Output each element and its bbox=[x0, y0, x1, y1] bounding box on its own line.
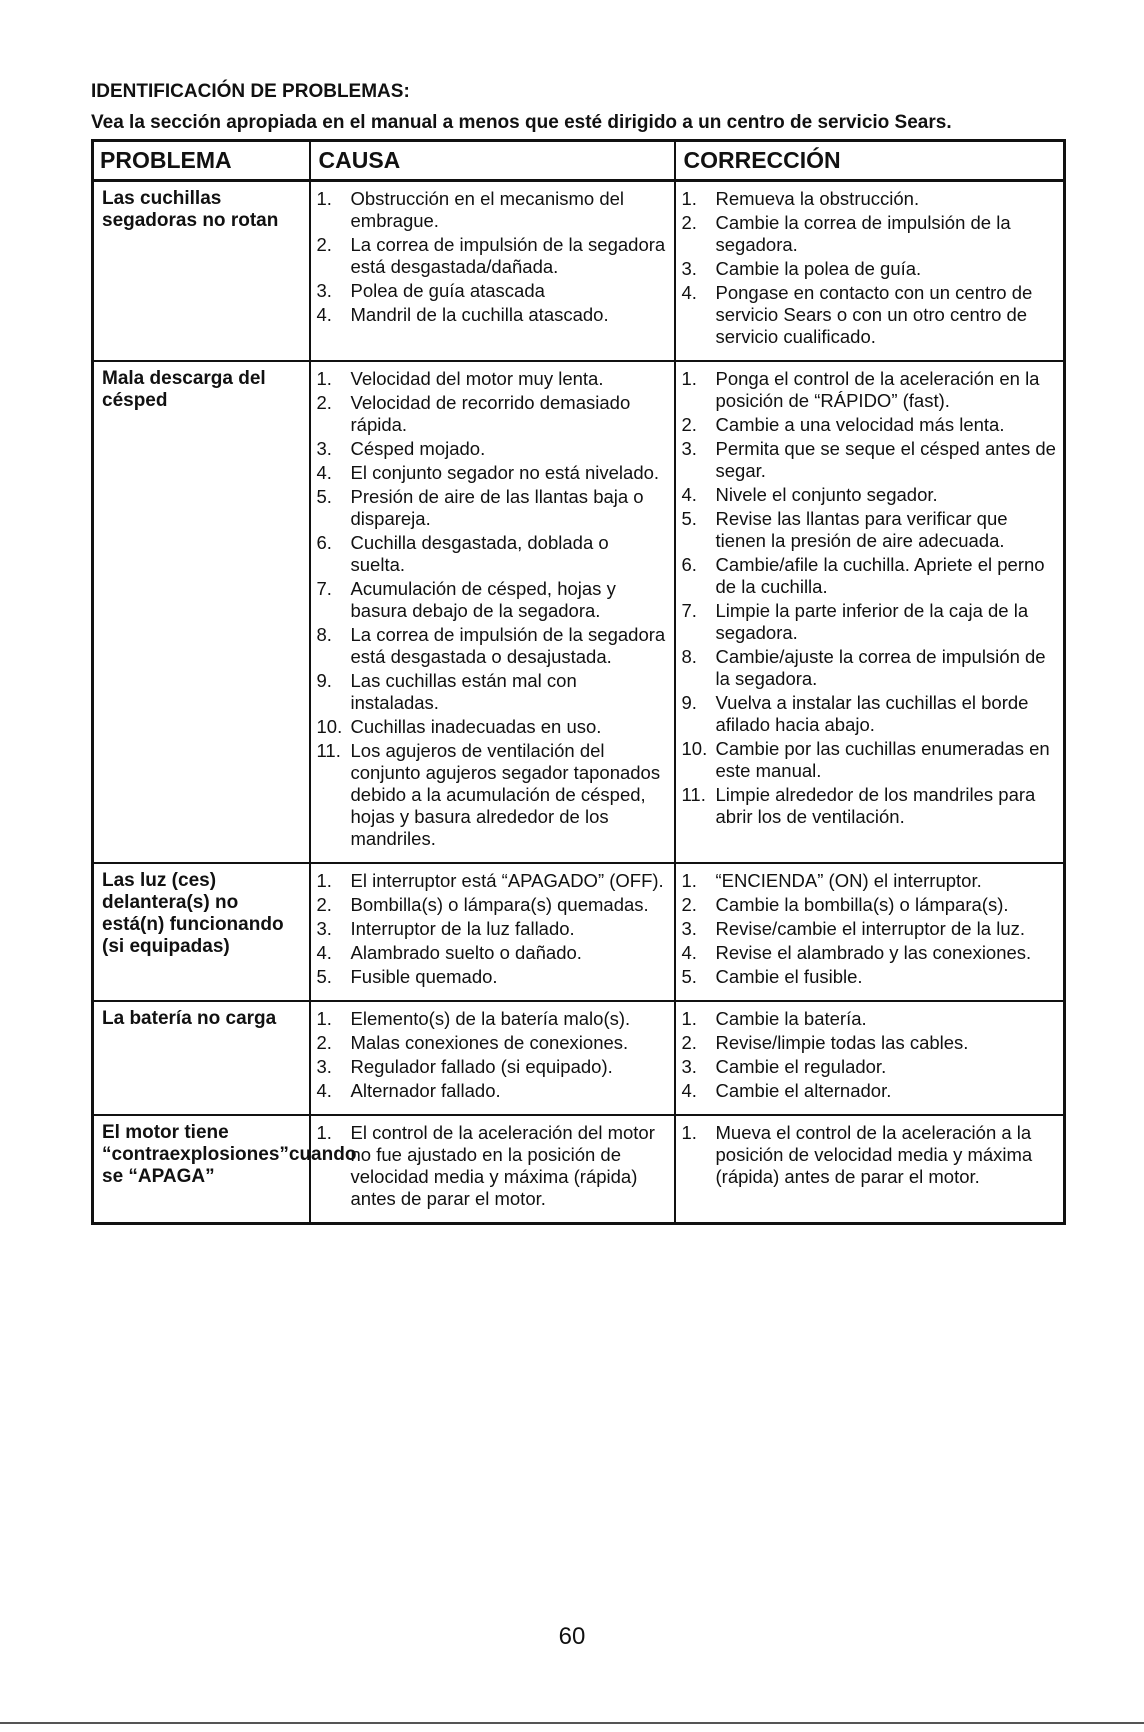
item-number: 8. bbox=[316, 624, 332, 645]
item-number: 4. bbox=[316, 942, 332, 963]
item-number: 1. bbox=[316, 1008, 332, 1029]
list-item bbox=[317, 532, 668, 576]
document-page bbox=[91, 80, 1063, 1225]
list-item bbox=[682, 600, 1058, 644]
correction-list bbox=[682, 368, 1058, 828]
cause-cell bbox=[310, 1001, 675, 1115]
item-number: 4. bbox=[681, 282, 697, 303]
item-text: Cuchilla desgastada, doblada o suelta. bbox=[350, 532, 609, 575]
list-item bbox=[317, 1008, 668, 1030]
problem-cell: Las cuchillas segadoras no rotan bbox=[102, 188, 279, 231]
item-number: 6. bbox=[681, 554, 697, 575]
list-item bbox=[682, 870, 1058, 892]
list-item bbox=[682, 918, 1058, 940]
list-item bbox=[682, 1122, 1058, 1188]
table-header-row bbox=[93, 141, 1065, 181]
item-number: 4. bbox=[681, 942, 697, 963]
table-row bbox=[93, 1001, 1065, 1115]
item-number: 1. bbox=[316, 188, 332, 209]
correction-list bbox=[682, 870, 1058, 988]
item-text: Regulador fallado (si equipado). bbox=[350, 1056, 613, 1077]
cause-list bbox=[317, 1008, 668, 1102]
item-text: Velocidad del motor muy lenta. bbox=[350, 368, 604, 389]
list-item bbox=[682, 738, 1058, 782]
item-text: Ponga el control de la aceleración en la posición de “RÁPIDO” (fast). bbox=[715, 368, 1040, 411]
troubleshooting-table bbox=[91, 139, 1066, 1225]
item-text: El conjunto segador no está nivelado. bbox=[350, 462, 660, 483]
item-text: Polea de guía atascada bbox=[350, 280, 545, 301]
list-item bbox=[682, 212, 1058, 256]
table-row bbox=[93, 181, 1065, 362]
cause-cell bbox=[310, 361, 675, 863]
item-text: Revise/limpie todas las cables. bbox=[715, 1032, 969, 1053]
item-text: El control de la aceleración del motor no fue ajustado en la posición de velocidad media y máxima (rápida) antes de parar el motor. bbox=[350, 1122, 655, 1209]
item-number: 3. bbox=[316, 438, 332, 459]
item-number: 5. bbox=[316, 966, 332, 987]
list-item bbox=[682, 1080, 1058, 1102]
list-item bbox=[317, 942, 668, 964]
item-text: Cambie el fusible. bbox=[715, 966, 863, 987]
list-item bbox=[317, 1080, 668, 1102]
item-text: Cambie la correa de impulsión de la segadora. bbox=[715, 212, 1011, 255]
correction-list bbox=[682, 188, 1058, 348]
item-text: Cambie el regulador. bbox=[715, 1056, 887, 1077]
list-item bbox=[317, 1122, 668, 1210]
list-item bbox=[317, 670, 668, 714]
list-item bbox=[317, 188, 668, 232]
cause-list bbox=[317, 188, 668, 326]
item-text: Fusible quemado. bbox=[350, 966, 498, 987]
item-number: 9. bbox=[316, 670, 332, 691]
item-number: 1. bbox=[681, 188, 697, 209]
item-number: 3. bbox=[316, 1056, 332, 1077]
item-number: 2. bbox=[681, 894, 697, 915]
item-number: 3. bbox=[316, 280, 332, 301]
problem-cell: El motor tiene “contraexplosiones”cuando se “APAGA” bbox=[93, 1115, 310, 1224]
item-number: 4. bbox=[316, 1080, 332, 1101]
list-item bbox=[317, 578, 668, 622]
list-item bbox=[317, 1032, 668, 1054]
item-number: 2. bbox=[316, 234, 332, 255]
item-text: Revise el alambrado y las conexiones. bbox=[715, 942, 1032, 963]
item-number: 2. bbox=[316, 392, 332, 413]
item-number: 3. bbox=[681, 258, 697, 279]
item-number: 2. bbox=[316, 1032, 332, 1053]
item-text: Pongase en contacto con un centro de servicio Sears o con un otro centro de servicio cualificado. bbox=[715, 282, 1033, 347]
item-text: Elemento(s) de la batería malo(s). bbox=[350, 1008, 631, 1029]
list-item bbox=[682, 368, 1058, 412]
list-item bbox=[682, 1008, 1058, 1030]
item-text: La correa de impulsión de la segadora está desgastada/dañada. bbox=[350, 234, 666, 277]
item-text: Bombilla(s) o lámpara(s) quemadas. bbox=[350, 894, 649, 915]
table-row bbox=[93, 361, 1065, 863]
item-text: Obstrucción en el mecanismo del embrague. bbox=[350, 188, 625, 231]
item-number: 10. bbox=[681, 738, 708, 759]
item-number: 1. bbox=[316, 1122, 332, 1143]
item-number: 7. bbox=[681, 600, 697, 621]
item-number: 6. bbox=[316, 532, 332, 553]
correction-list bbox=[682, 1122, 1058, 1188]
item-text: Cambie a una velocidad más lenta. bbox=[715, 414, 1005, 435]
cause-list bbox=[317, 368, 668, 850]
item-text: Los agujeros de ventilación del conjunto agujeros segador taponados debido a la acumulación de césped, hojas y basura alrededor de los mandriles. bbox=[350, 740, 661, 849]
bottom-rule bbox=[0, 1722, 1144, 1724]
cause-cell bbox=[310, 1115, 675, 1224]
item-number: 4. bbox=[316, 462, 332, 483]
item-text: Las cuchillas están mal con instaladas. bbox=[350, 670, 577, 713]
item-text: Remueva la obstrucción. bbox=[715, 188, 920, 209]
item-text: Mueva el control de la aceleración a la posición de velocidad media y máxima (rápida) antes de parar el motor. bbox=[715, 1122, 1033, 1187]
correction-cell bbox=[675, 1001, 1065, 1115]
item-number: 1. bbox=[681, 368, 697, 389]
item-text: Cambie el alternador. bbox=[715, 1080, 892, 1101]
list-item bbox=[682, 894, 1058, 916]
problem-cell: Las luz (ces) delantera(s) no está(n) funcionando (si equipadas) bbox=[93, 863, 310, 1001]
page-title: IDENTIFICACIÓN DE PROBLEMAS: bbox=[91, 81, 410, 102]
item-text: Velocidad de recorrido demasiado rápida. bbox=[350, 392, 631, 435]
item-text: Interruptor de la luz fallado. bbox=[350, 918, 575, 939]
problem-cell: Mala descarga del césped bbox=[93, 361, 310, 863]
item-text: Alternador fallado. bbox=[350, 1080, 501, 1101]
header-cause: CAUSA bbox=[310, 141, 675, 181]
item-text: Alambrado suelto o dañado. bbox=[350, 942, 582, 963]
item-number: 1. bbox=[316, 368, 332, 389]
problem-cell: La batería no carga bbox=[93, 1001, 310, 1115]
cause-cell bbox=[310, 181, 675, 362]
item-number: 3. bbox=[681, 438, 697, 459]
list-item bbox=[317, 894, 668, 916]
item-number: 9. bbox=[681, 692, 697, 713]
item-number: 1. bbox=[681, 870, 697, 891]
item-text: Cambie la polea de guía. bbox=[715, 258, 922, 279]
header-problem: PROBLEMA bbox=[93, 141, 310, 181]
table-body bbox=[93, 181, 1065, 1224]
correction-cell bbox=[675, 863, 1065, 1001]
list-item bbox=[682, 784, 1058, 828]
list-item bbox=[317, 870, 668, 892]
item-number: 2. bbox=[681, 212, 697, 233]
page-number: 60 bbox=[558, 1623, 586, 1650]
item-number: 2. bbox=[681, 1032, 697, 1053]
item-text: Mandril de la cuchilla atascado. bbox=[350, 304, 609, 325]
list-item bbox=[317, 716, 668, 738]
list-item bbox=[317, 368, 668, 390]
list-item bbox=[317, 966, 668, 988]
item-number: 1. bbox=[681, 1122, 697, 1143]
item-text: Cambie la batería. bbox=[715, 1008, 867, 1029]
header-correction: CORRECCIÓN bbox=[675, 141, 1065, 181]
cause-cell bbox=[310, 863, 675, 1001]
item-text: El interruptor está “APAGADO” (OFF). bbox=[350, 870, 664, 891]
item-number: 2. bbox=[316, 894, 332, 915]
table-row bbox=[93, 1115, 1065, 1224]
list-item bbox=[682, 1056, 1058, 1078]
list-item bbox=[317, 234, 668, 278]
list-item bbox=[682, 188, 1058, 210]
item-text: Vuelva a instalar las cuchillas el borde afilado hacia abajo. bbox=[715, 692, 1029, 735]
item-text: Acumulación de césped, hojas y basura debajo de la segadora. bbox=[350, 578, 616, 621]
item-number: 5. bbox=[681, 508, 697, 529]
list-item bbox=[317, 624, 668, 668]
list-item bbox=[682, 282, 1058, 348]
item-number: 4. bbox=[316, 304, 332, 325]
list-item bbox=[682, 258, 1058, 280]
list-item bbox=[317, 1056, 668, 1078]
item-text: Cambie/ajuste la correa de impulsión de la segadora. bbox=[715, 646, 1046, 689]
item-text: Cuchillas inadecuadas en uso. bbox=[350, 716, 602, 737]
list-item bbox=[317, 280, 668, 302]
item-number: 2. bbox=[681, 414, 697, 435]
item-text: Cambie por las cuchillas enumeradas en este manual. bbox=[715, 738, 1050, 781]
item-number: 10. bbox=[316, 716, 343, 737]
item-text: Malas conexiones de conexiones. bbox=[350, 1032, 629, 1053]
list-item bbox=[682, 414, 1058, 436]
correction-cell bbox=[675, 361, 1065, 863]
item-number: 3. bbox=[681, 1056, 697, 1077]
correction-cell bbox=[675, 1115, 1065, 1224]
list-item bbox=[317, 740, 668, 850]
list-item bbox=[317, 486, 668, 530]
item-text: Cambie la bombilla(s) o lámpara(s). bbox=[715, 894, 1009, 915]
item-text: “ENCIENDA” (ON) el interruptor. bbox=[715, 870, 982, 891]
list-item bbox=[682, 646, 1058, 690]
item-number: 5. bbox=[316, 486, 332, 507]
item-number: 3. bbox=[681, 918, 697, 939]
item-number: 7. bbox=[316, 578, 332, 599]
list-item bbox=[682, 966, 1058, 988]
cause-list bbox=[317, 1122, 668, 1210]
list-item bbox=[682, 554, 1058, 598]
item-text: Limpie la parte inferior de la caja de la segadora. bbox=[715, 600, 1029, 643]
item-number: 3. bbox=[316, 918, 332, 939]
item-number: 5. bbox=[681, 966, 697, 987]
item-number: 1. bbox=[316, 870, 332, 891]
item-number: 1. bbox=[681, 1008, 697, 1029]
item-text: Cambie/afile la cuchilla. Apriete el perno de la cuchilla. bbox=[715, 554, 1045, 597]
item-number: 4. bbox=[681, 1080, 697, 1101]
list-item bbox=[682, 484, 1058, 506]
item-text: Césped mojado. bbox=[350, 438, 486, 459]
item-text: Permita que se seque el césped antes de segar. bbox=[715, 438, 1056, 481]
cause-list bbox=[317, 870, 668, 988]
item-number: 11. bbox=[316, 740, 341, 761]
item-number: 4. bbox=[681, 484, 697, 505]
table-row bbox=[93, 863, 1065, 1001]
item-text: Presión de aire de las llantas baja o dispareja. bbox=[350, 486, 644, 529]
list-item bbox=[682, 692, 1058, 736]
item-text: Nivele el conjunto segador. bbox=[715, 484, 938, 505]
item-text: Revise las llantas para verificar que tienen la presión de aire adecuada. bbox=[715, 508, 1008, 551]
correction-list bbox=[682, 1008, 1058, 1102]
item-text: La correa de impulsión de la segadora está desgastada o desajustada. bbox=[350, 624, 666, 667]
list-item bbox=[682, 1032, 1058, 1054]
list-item bbox=[682, 508, 1058, 552]
list-item bbox=[317, 304, 668, 326]
item-text: Limpie alrededor de los mandriles para abrir los de ventilación. bbox=[715, 784, 1036, 827]
list-item bbox=[682, 942, 1058, 964]
correction-cell bbox=[675, 181, 1065, 362]
list-item bbox=[317, 438, 668, 460]
list-item bbox=[682, 438, 1058, 482]
list-item bbox=[317, 462, 668, 484]
item-text: Revise/cambie el interruptor de la luz. bbox=[715, 918, 1026, 939]
item-number: 11. bbox=[681, 784, 706, 805]
list-item bbox=[317, 918, 668, 940]
page-subtitle: Vea la sección apropiada en el manual a menos que esté dirigido a un centro de servicio Sears. bbox=[91, 112, 952, 133]
item-number: 8. bbox=[681, 646, 697, 667]
list-item bbox=[317, 392, 668, 436]
